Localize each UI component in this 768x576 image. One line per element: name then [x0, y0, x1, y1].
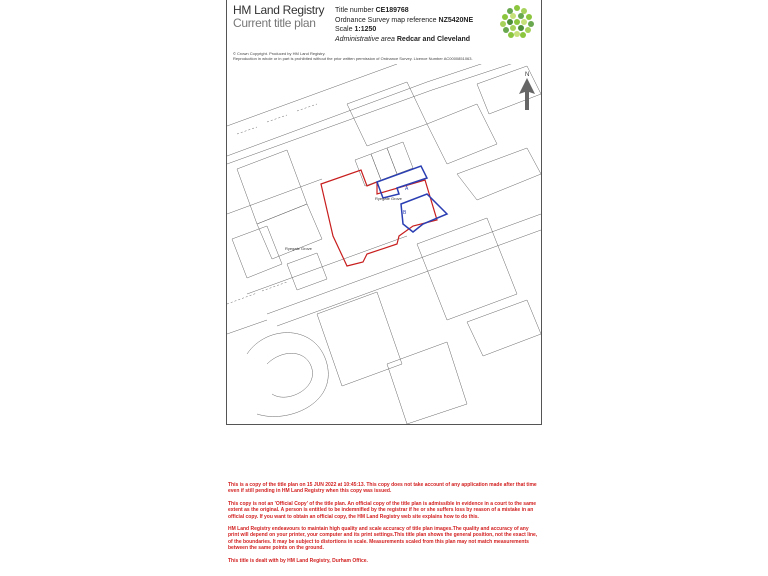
note-quality: HM Land Registry endeavours to maintain high quality and scale accuracy of title plan images.The quality and accuracy of any print will depend on your printer, your computer and its print settings.This title plan shows the general position, not the exact line, of the boundaries. It may be subject to distortions in scale. Measurements scaled from this plan may not match measurements between the same points on the ground.: [228, 526, 538, 552]
document-type: Current title plan: [233, 16, 316, 30]
land-registry-logo-icon: [499, 4, 535, 40]
marker-b: B: [403, 210, 407, 216]
note-official-copy: This copy is not an 'Official Copy' of the title plan. An official copy of the title plan is admissible in evidence in a court to the same extent as the original. A person is entitled to be indemnified by the registrar if he or she suffers loss by reason of a mistake in an official copy. If you want to obtain an official copy, the HM Land Registry web site explains how to do this.: [228, 500, 537, 520]
side-street-label: Ryegate Grove: [285, 246, 312, 251]
copy-notes: [228, 482, 540, 570]
header-title: [233, 4, 324, 30]
note-copy-date: This is a copy of the title plan on 15 JUN 2022 at 10:45:13. This copy does not take account of any application made after that time even if still pending in HM Land Registry when this copy was issued.: [228, 482, 537, 495]
title-number-row: Title number CE189768: [335, 7, 409, 14]
os-ref-row: Ordnance Survey map reference NZ5420NE: [335, 16, 474, 24]
street-label: Ryegate Grove: [375, 196, 402, 201]
title-plan-sheet: [226, 0, 542, 425]
title-plan-map: [227, 64, 541, 424]
admin-row: Administrative area Redcar and Cleveland: [335, 35, 471, 43]
svg-text:N: N: [525, 72, 530, 78]
copyright-notice: © Crown Copyright. Produced by HM Land Registry. Reproduction in whole or in part is prohibited without the prior written permission of Ordnance Survey. Licence Number AC0000851063.: [233, 51, 473, 61]
os-ref: NZ5420NE: [438, 16, 474, 24]
admin-area: Redcar and Cleveland: [396, 35, 471, 43]
title-boundary-red: [321, 170, 437, 266]
map-linework: [227, 64, 541, 424]
marker-a: A: [405, 186, 409, 192]
blue-edging-lower: [401, 194, 447, 232]
header-info: [335, 6, 473, 44]
note-office: This title is dealt with by HM Land Registry, Durham Office.: [228, 557, 368, 564]
title-number: CE189768: [375, 7, 409, 14]
scale-row: Scale 1:1250: [335, 26, 377, 33]
org-name: HM Land Registry: [233, 3, 325, 17]
scale-value: 1:1250: [354, 26, 377, 33]
